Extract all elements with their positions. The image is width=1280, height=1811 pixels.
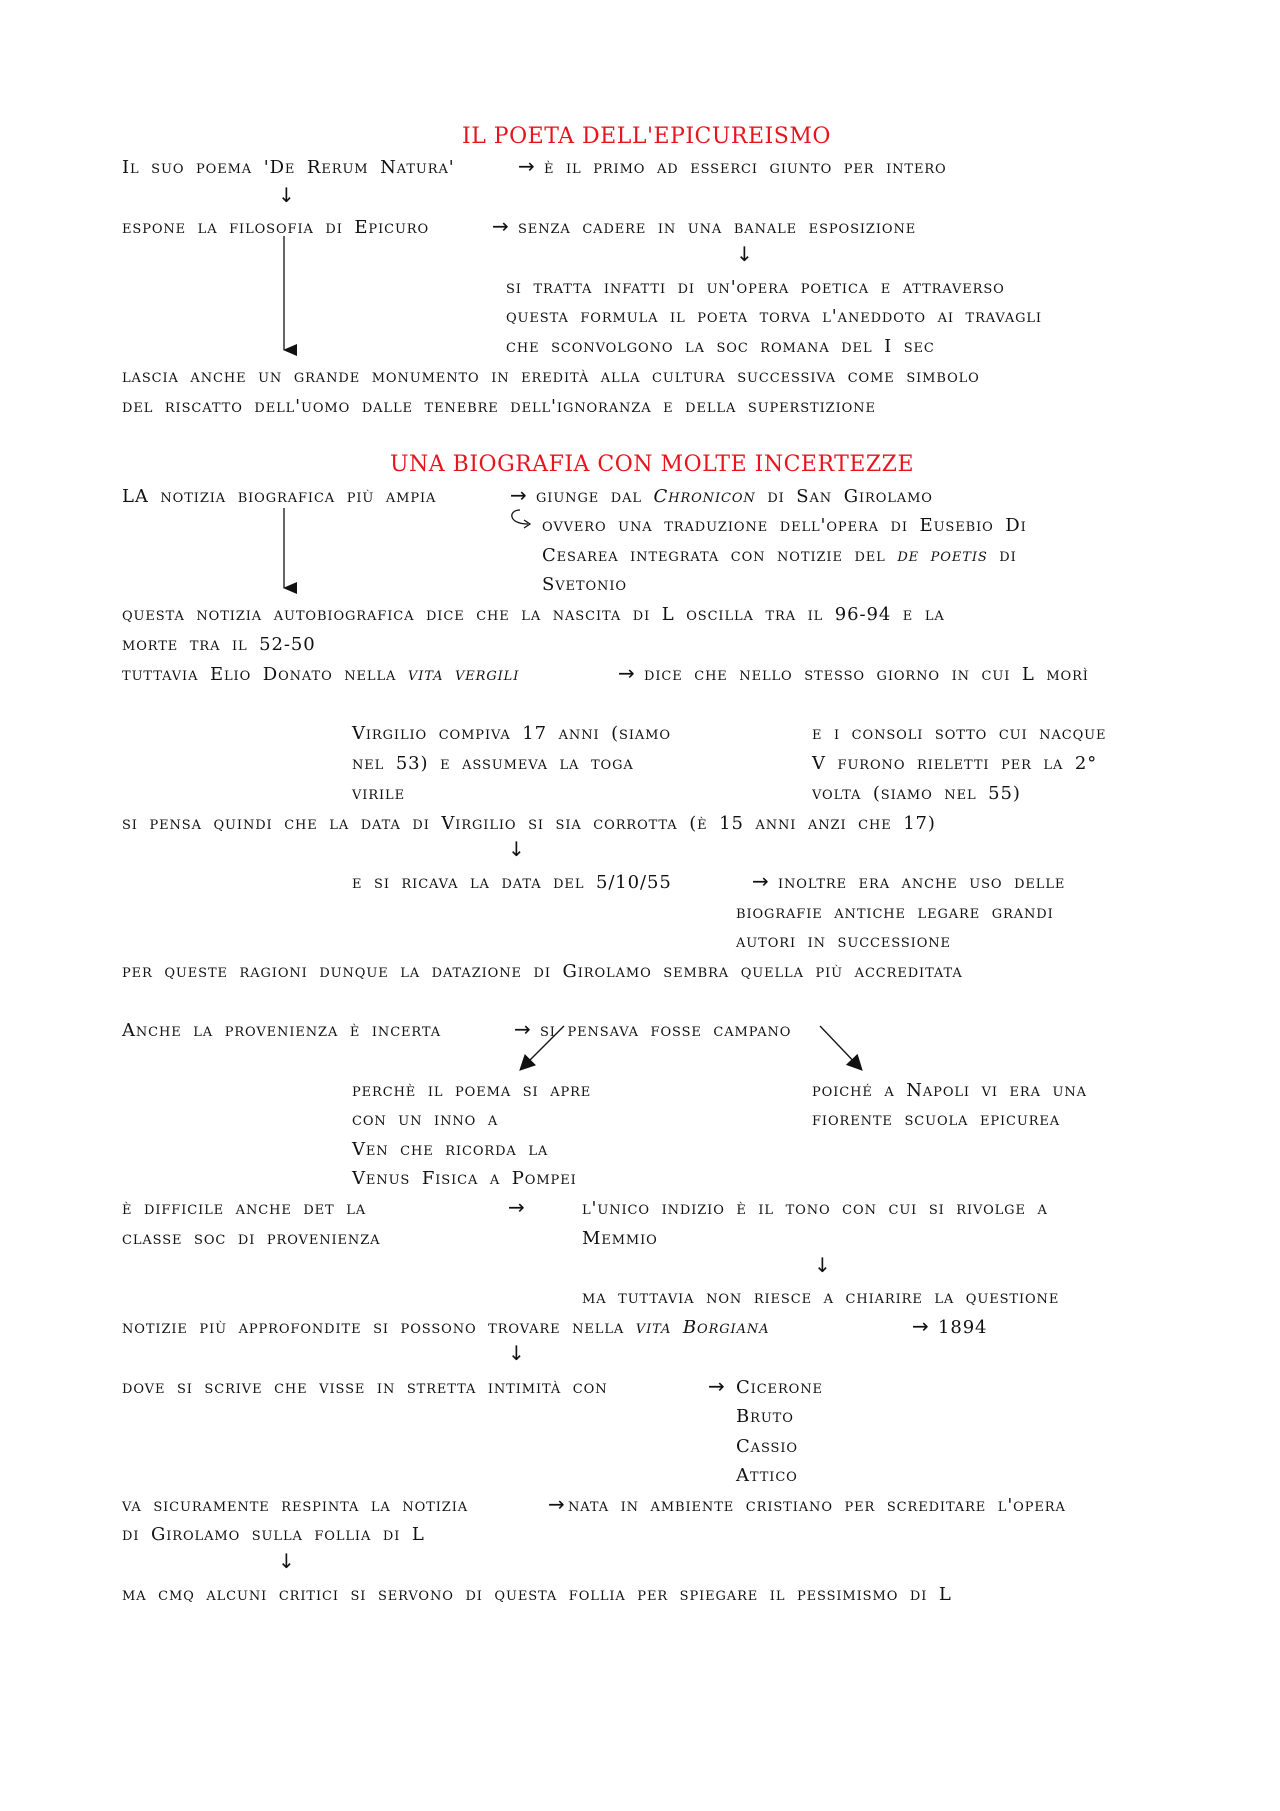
text-line: espone la filosofia di Epicuro <box>122 217 430 238</box>
text-line: poiché a Napoli vi era una <box>812 1080 1087 1101</box>
text-line: Memmio <box>582 1228 658 1249</box>
section-title-1: IL POETA DELL'EPICUREISMO <box>462 124 831 149</box>
text-line: l'unico indizio è il tono con cui si rivolge a <box>582 1198 1048 1219</box>
text-line: V furono rieletti per la 2° <box>812 753 1098 774</box>
text-line: biografie antiche legare grandi <box>736 902 1054 923</box>
text-line: si pensava fosse campano <box>540 1020 792 1041</box>
down-arrow-icon: ↓ <box>278 183 295 207</box>
text-line: lascia anche un grande monumento in eredità alla cultura successiva come simbolo <box>122 366 980 387</box>
right-arrow-icon: → <box>912 1314 929 1338</box>
text-line: dove si scrive che visse in stretta intimità con <box>122 1377 608 1398</box>
text-line: ma tuttavia non riesce a chiarire la questione <box>582 1287 1060 1308</box>
text-line: di Girolamo sulla follia di L <box>122 1524 425 1545</box>
text-line: del riscatto dell'uomo dalle tenebre dell'ignoranza e della superstizione <box>122 396 876 417</box>
list-item: Bruto <box>736 1406 794 1427</box>
list-item: Cassio <box>736 1436 798 1457</box>
text-line: fiorente scuola epicurea <box>812 1109 1061 1130</box>
down-arrow-icon: ↓ <box>278 1549 295 1573</box>
down-arrow-icon: ↓ <box>508 837 525 861</box>
down-arrow-icon: ↓ <box>736 242 753 266</box>
right-arrow-icon: → <box>618 661 635 685</box>
text-line: volta (siamo nel 55) <box>812 783 1021 804</box>
text-line: si pensa quindi che la data di Virgilio si sia corrotta (è 15 anni anzi che 17) <box>122 813 936 834</box>
diagonal-arrow-right <box>820 1026 860 1068</box>
text-line: inoltre era anche uso delle <box>778 872 1066 893</box>
text-line: ovvero una traduzione dell'opera di Eusebio Di <box>542 515 1027 536</box>
text-line: è difficile anche det la <box>122 1198 367 1219</box>
section-title-2: UNA BIOGRAFIA CON MOLTE INCERTEZZE <box>390 452 915 477</box>
text-line: notizie più approfondite si possono trovare nella vita Borgiana <box>122 1317 770 1338</box>
right-arrow-icon: → <box>510 483 527 507</box>
right-arrow-icon: → <box>514 1017 531 1041</box>
text-line: morte tra il 52-50 <box>122 634 316 655</box>
right-arrow-icon: → <box>518 154 535 178</box>
list-item: Cicerone <box>736 1377 823 1398</box>
text-line: è il primo ad esserci giunto per intero <box>544 157 947 178</box>
text-line: dice che nello stesso giorno in cui L morì <box>644 664 1089 685</box>
text-line: si tratta infatti di un'opera poetica e attraverso <box>506 277 1005 298</box>
text-line: Cesarea integrata con notizie del de poetis di <box>542 545 1017 566</box>
right-arrow-icon: → <box>548 1492 565 1516</box>
text-line: che sconvolgono la soc romana del I sec <box>506 336 935 357</box>
text-line: Il suo poema 'De Rerum Natura' <box>122 157 455 178</box>
text-line: con un inno a <box>352 1109 499 1130</box>
text-line: Anche la provenienza è incerta <box>122 1020 442 1041</box>
right-arrow-icon: → <box>492 214 509 238</box>
text-line: va sicuramente respinta la notizia <box>122 1495 469 1516</box>
text-line: perchè il poema si apre <box>352 1080 592 1101</box>
list-item: Attico <box>736 1465 798 1486</box>
text-line: classe soc di provenienza <box>122 1228 381 1249</box>
text-line: nata in ambiente cristiano per screditare l'opera <box>568 1495 1066 1516</box>
text-line: 1894 <box>938 1317 988 1338</box>
text-line: per queste ragioni dunque la datazione di Girolamo sembra quella più accreditata <box>122 961 963 982</box>
text-line: senza cadere in una banale esposizione <box>518 217 917 238</box>
text-line: Virgilio compiva 17 anni (siamo <box>352 723 671 744</box>
curved-arrow <box>512 510 528 524</box>
text-line: LA notizia biografica più ampia <box>122 486 437 507</box>
right-arrow-icon: → <box>752 869 769 893</box>
text-line: ma cmq alcuni critici si servono di questa follia per spiegare il pessimismo di L <box>122 1584 952 1605</box>
text-line: Venus Fisica a Pompei <box>352 1168 577 1189</box>
text-line: virile <box>352 783 405 804</box>
text-line: tuttavia Elio Donato nella vita vergili <box>122 664 520 685</box>
text-line: giunge dal Chronicon di San Girolamo <box>536 486 933 507</box>
right-arrow-icon: → <box>708 1374 725 1398</box>
text-line: e si ricava la data del 5/10/55 <box>352 872 672 893</box>
down-arrow-icon: ↓ <box>814 1253 831 1277</box>
text-line: e i consoli sotto cui nacque <box>812 723 1107 744</box>
text-line: nel 53) e assumeva la toga <box>352 753 634 774</box>
down-arrow-icon: ↓ <box>508 1341 525 1365</box>
text-line: autori in successione <box>736 931 951 952</box>
text-line: Ven che ricorda la <box>352 1139 549 1160</box>
text-line: Svetonio <box>542 574 627 595</box>
text-line: questa formula il poeta torva l'aneddoto ai travagli <box>506 306 1042 327</box>
right-arrow-icon: → <box>508 1195 525 1219</box>
text-line: questa notizia autobiografica dice che la nascita di L oscilla tra il 96-94 e la <box>122 604 945 625</box>
